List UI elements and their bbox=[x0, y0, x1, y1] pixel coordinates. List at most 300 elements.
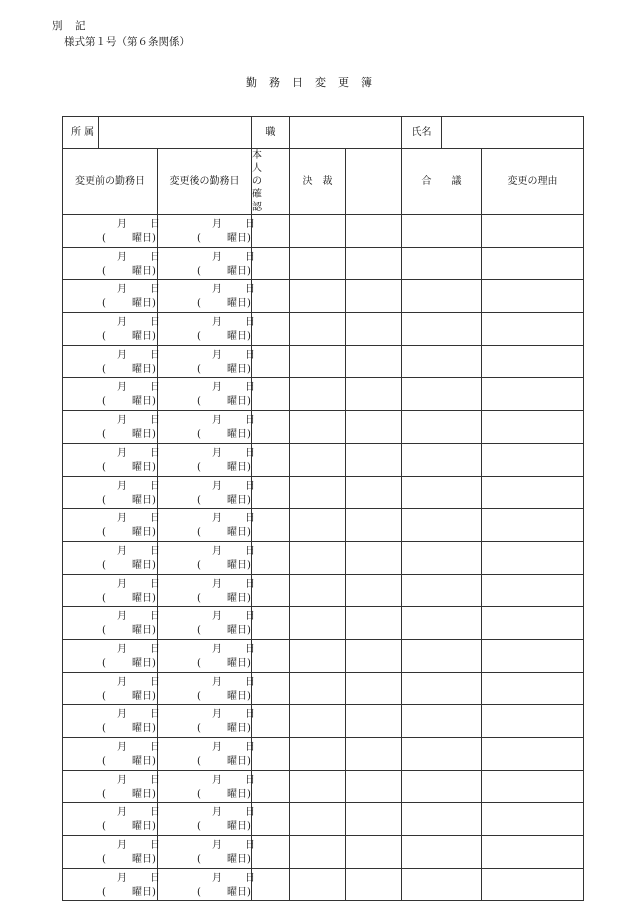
consultation-cell[interactable] bbox=[346, 672, 402, 705]
date-day-text: 日 bbox=[245, 643, 255, 655]
date-weekday-text: 曜日) bbox=[227, 854, 251, 866]
decision-cell[interactable] bbox=[290, 215, 346, 248]
decision-cell[interactable] bbox=[290, 509, 346, 542]
date-day-text: 日 bbox=[150, 284, 160, 296]
date-weekday-text: 曜日) bbox=[132, 821, 156, 833]
reason-cell[interactable] bbox=[482, 836, 584, 869]
confirmation-cell[interactable] bbox=[252, 574, 290, 607]
consultation-cell-2[interactable] bbox=[402, 803, 482, 836]
date-open-paren: ( bbox=[197, 298, 201, 310]
consultation-cell[interactable] bbox=[346, 836, 402, 869]
date-open-paren: ( bbox=[197, 690, 201, 702]
confirmation-cell[interactable] bbox=[252, 247, 290, 280]
page-title: 勤務日変更簿 bbox=[246, 76, 384, 89]
date-weekday-text: 曜日) bbox=[132, 559, 156, 571]
after-date-cell[interactable] bbox=[158, 607, 255, 640]
before-date-cell[interactable] bbox=[63, 215, 158, 248]
consultation-cell-2[interactable] bbox=[402, 247, 482, 280]
table-row bbox=[63, 738, 584, 771]
consultation-cell[interactable] bbox=[346, 541, 402, 574]
reason-cell[interactable] bbox=[482, 607, 584, 640]
reason-cell[interactable] bbox=[482, 803, 584, 836]
date-month-text: 月 bbox=[212, 709, 222, 721]
date-open-paren: ( bbox=[197, 494, 201, 506]
consultation-cell[interactable] bbox=[346, 770, 402, 803]
after-date-cell[interactable] bbox=[158, 313, 255, 346]
confirmation-cell[interactable] bbox=[252, 443, 290, 476]
table-row bbox=[63, 541, 584, 574]
before-date-cell[interactable] bbox=[63, 770, 158, 803]
table-row bbox=[63, 639, 584, 672]
before-date-cell[interactable] bbox=[63, 476, 158, 509]
consultation-cell-2[interactable] bbox=[402, 215, 482, 248]
consultation-header-a bbox=[346, 149, 402, 215]
date-open-paren: ( bbox=[102, 331, 106, 343]
date-open-paren: ( bbox=[102, 788, 106, 800]
date-weekday-text: 曜日) bbox=[132, 690, 156, 702]
date-day-text: 日 bbox=[245, 545, 255, 557]
reason-cell[interactable] bbox=[482, 215, 584, 248]
date-month-text: 月 bbox=[117, 480, 127, 492]
date-month-text: 月 bbox=[212, 317, 222, 329]
reason-cell[interactable] bbox=[482, 705, 584, 738]
confirmation-cell[interactable] bbox=[252, 868, 290, 901]
reason-cell[interactable] bbox=[482, 738, 584, 771]
date-day-text: 日 bbox=[150, 611, 160, 623]
date-month-text: 月 bbox=[212, 840, 222, 852]
date-open-paren: ( bbox=[197, 527, 201, 539]
consultation-cell-2[interactable] bbox=[402, 313, 482, 346]
date-month-text: 月 bbox=[117, 872, 127, 884]
date-month-text: 月 bbox=[212, 284, 222, 296]
after-date-cell[interactable] bbox=[158, 770, 255, 803]
consultation-cell-2[interactable] bbox=[402, 705, 482, 738]
date-weekday-text: 曜日) bbox=[132, 331, 156, 343]
affiliation-field[interactable] bbox=[99, 117, 252, 149]
decision-cell[interactable] bbox=[290, 378, 346, 411]
after-date-cell[interactable] bbox=[158, 705, 255, 738]
date-weekday-text: 曜日) bbox=[227, 265, 251, 277]
consultation-cell[interactable] bbox=[346, 738, 402, 771]
date-weekday-text: 曜日) bbox=[132, 657, 156, 669]
date-day-text: 日 bbox=[150, 578, 160, 590]
consultation-cell-2[interactable] bbox=[402, 541, 482, 574]
date-open-paren: ( bbox=[197, 756, 201, 767]
consultation-cell[interactable] bbox=[346, 705, 402, 738]
date-month-text: 月 bbox=[212, 643, 222, 655]
consultation-cell[interactable] bbox=[346, 280, 402, 313]
consultation-cell-2[interactable] bbox=[402, 476, 482, 509]
before-date-cell[interactable] bbox=[63, 411, 158, 444]
date-day-text: 日 bbox=[150, 545, 160, 557]
decision-cell[interactable] bbox=[290, 803, 346, 836]
confirmation-cell[interactable] bbox=[252, 803, 290, 836]
date-open-paren: ( bbox=[197, 788, 201, 800]
schedule-change-table bbox=[62, 116, 584, 901]
date-month-text: 月 bbox=[117, 251, 127, 263]
consultation-cell-2[interactable] bbox=[402, 672, 482, 705]
before-date-cell[interactable] bbox=[63, 639, 158, 672]
before-date-cell[interactable] bbox=[63, 378, 158, 411]
reason-cell[interactable] bbox=[482, 574, 584, 607]
after-date-cell[interactable] bbox=[158, 868, 255, 901]
date-day-text: 日 bbox=[150, 447, 160, 459]
consultation-cell-2[interactable] bbox=[402, 868, 482, 901]
date-open-paren: ( bbox=[102, 363, 106, 375]
consultation-cell-2[interactable] bbox=[402, 345, 482, 378]
date-weekday-text: 曜日) bbox=[132, 527, 156, 539]
consultation-cell[interactable] bbox=[346, 509, 402, 542]
confirmation-cell[interactable] bbox=[252, 345, 290, 378]
date-day-text: 日 bbox=[150, 480, 160, 492]
date-day-text: 日 bbox=[150, 709, 160, 721]
date-weekday-text: 曜日) bbox=[132, 461, 156, 473]
before-date-cell[interactable] bbox=[63, 607, 158, 640]
date-open-paren: ( bbox=[102, 265, 106, 277]
consultation-cell-2[interactable] bbox=[402, 770, 482, 803]
decision-cell[interactable] bbox=[290, 280, 346, 313]
decision-cell[interactable] bbox=[290, 836, 346, 869]
date-day-text: 日 bbox=[150, 676, 160, 688]
date-month-text: 月 bbox=[212, 807, 222, 819]
confirmation-cell[interactable] bbox=[252, 639, 290, 672]
date-weekday-text: 曜日) bbox=[132, 723, 156, 735]
confirmation-cell[interactable] bbox=[252, 836, 290, 869]
reason-cell[interactable] bbox=[482, 313, 584, 346]
reason-cell[interactable] bbox=[482, 378, 584, 411]
date-weekday-text: 曜日) bbox=[227, 331, 251, 343]
table-row bbox=[63, 378, 584, 411]
confirmation-cell[interactable] bbox=[252, 313, 290, 346]
after-date-cell[interactable] bbox=[158, 411, 255, 444]
table-row bbox=[63, 280, 584, 313]
date-weekday-text: 曜日) bbox=[227, 625, 251, 637]
after-date-cell[interactable] bbox=[158, 443, 255, 476]
date-weekday-text: 曜日) bbox=[132, 298, 156, 310]
date-open-paren: ( bbox=[102, 821, 106, 833]
date-weekday-text: 曜日) bbox=[132, 396, 156, 408]
reason-cell[interactable] bbox=[482, 476, 584, 509]
date-month-text: 月 bbox=[117, 447, 127, 459]
date-month-text: 月 bbox=[117, 840, 127, 852]
consultation-cell[interactable] bbox=[346, 803, 402, 836]
date-weekday-text: 曜日) bbox=[227, 886, 251, 898]
before-date-cell[interactable] bbox=[63, 836, 158, 869]
after-date-cell[interactable] bbox=[158, 836, 255, 869]
after-date-cell[interactable] bbox=[158, 803, 255, 836]
decision-cell[interactable] bbox=[290, 574, 346, 607]
confirmation-cell[interactable] bbox=[252, 607, 290, 640]
consultation-cell-2[interactable] bbox=[402, 836, 482, 869]
reason-cell[interactable] bbox=[482, 280, 584, 313]
consultation-cell[interactable] bbox=[346, 215, 402, 248]
date-month-text: 月 bbox=[212, 349, 222, 361]
date-day-text: 日 bbox=[150, 872, 160, 884]
date-weekday-text: 曜日) bbox=[227, 363, 251, 375]
reason-cell[interactable] bbox=[482, 443, 584, 476]
date-month-text: 月 bbox=[117, 513, 127, 525]
date-weekday-text: 曜日) bbox=[132, 265, 156, 277]
date-day-text: 日 bbox=[150, 774, 160, 786]
before-date-cell[interactable] bbox=[63, 509, 158, 542]
date-open-paren: ( bbox=[197, 233, 201, 244]
consultation-cell[interactable] bbox=[346, 868, 402, 901]
table-row bbox=[63, 672, 584, 705]
reason-cell[interactable] bbox=[482, 639, 584, 672]
date-day-text: 日 bbox=[245, 578, 255, 590]
date-day-text: 日 bbox=[245, 317, 255, 329]
confirmation-cell[interactable] bbox=[252, 738, 290, 771]
date-month-text: 月 bbox=[117, 643, 127, 655]
before-date-cell[interactable] bbox=[63, 247, 158, 280]
before-date-cell[interactable] bbox=[63, 313, 158, 346]
consultation-cell[interactable] bbox=[346, 443, 402, 476]
date-month-text: 月 bbox=[212, 611, 222, 623]
confirmation-cell[interactable] bbox=[252, 476, 290, 509]
date-weekday-text: 曜日) bbox=[227, 657, 251, 669]
after-date-cell[interactable] bbox=[158, 378, 255, 411]
after-date-cell[interactable] bbox=[158, 215, 255, 248]
position-field[interactable] bbox=[290, 117, 402, 149]
date-open-paren: ( bbox=[102, 625, 106, 637]
confirmation-cell[interactable] bbox=[252, 411, 290, 444]
after-date-cell[interactable] bbox=[158, 280, 255, 313]
before-date-cell[interactable] bbox=[63, 541, 158, 574]
name-field[interactable] bbox=[442, 117, 584, 149]
date-month-text: 月 bbox=[117, 611, 127, 623]
after-date-cell[interactable] bbox=[158, 672, 255, 705]
date-month-text: 月 bbox=[212, 415, 222, 427]
date-open-paren: ( bbox=[102, 756, 106, 767]
decision-cell[interactable] bbox=[290, 639, 346, 672]
table-row bbox=[63, 509, 584, 542]
date-month-text: 月 bbox=[117, 219, 127, 230]
date-weekday-text: 曜日) bbox=[132, 429, 156, 441]
after-date-cell[interactable] bbox=[158, 574, 255, 607]
table-row bbox=[63, 770, 584, 803]
reason-header: 変更の理由 bbox=[482, 149, 584, 215]
date-day-text: 日 bbox=[150, 513, 160, 525]
reason-cell[interactable] bbox=[482, 770, 584, 803]
decision-cell[interactable] bbox=[290, 411, 346, 444]
date-open-paren: ( bbox=[102, 886, 106, 898]
before-date-cell[interactable] bbox=[63, 443, 158, 476]
decision-cell[interactable] bbox=[290, 345, 346, 378]
after-date-cell[interactable] bbox=[158, 345, 255, 378]
consultation-cell[interactable] bbox=[346, 345, 402, 378]
date-weekday-text: 曜日) bbox=[227, 559, 251, 571]
consultation-cell-2[interactable] bbox=[402, 280, 482, 313]
before-date-cell[interactable] bbox=[63, 345, 158, 378]
date-open-paren: ( bbox=[102, 723, 106, 735]
date-month-text: 月 bbox=[212, 872, 222, 884]
confirmation-cell[interactable] bbox=[252, 378, 290, 411]
consultation-cell-2[interactable] bbox=[402, 738, 482, 771]
consultation-cell-2[interactable] bbox=[402, 639, 482, 672]
before-date-cell[interactable] bbox=[63, 280, 158, 313]
confirmation-cell[interactable] bbox=[252, 705, 290, 738]
decision-cell[interactable] bbox=[290, 313, 346, 346]
reason-cell[interactable] bbox=[482, 345, 584, 378]
date-open-paren: ( bbox=[102, 233, 106, 244]
after-date-header: 変更後の勤務日 bbox=[158, 149, 252, 215]
reason-cell[interactable] bbox=[482, 868, 584, 901]
date-open-paren: ( bbox=[102, 494, 106, 506]
date-day-text: 日 bbox=[245, 415, 255, 427]
reason-cell[interactable] bbox=[482, 541, 584, 574]
confirmation-cell[interactable] bbox=[252, 215, 290, 248]
decision-cell[interactable] bbox=[290, 247, 346, 280]
date-weekday-text: 曜日) bbox=[227, 690, 251, 702]
confirmation-cell[interactable] bbox=[252, 770, 290, 803]
before-date-cell[interactable] bbox=[63, 868, 158, 901]
consultation-cell[interactable] bbox=[346, 476, 402, 509]
consultation-cell[interactable] bbox=[346, 411, 402, 444]
date-day-text: 日 bbox=[245, 513, 255, 525]
date-day-text: 日 bbox=[245, 742, 255, 753]
table-row bbox=[63, 868, 584, 901]
date-weekday-text: 曜日) bbox=[227, 527, 251, 539]
decision-cell[interactable] bbox=[290, 607, 346, 640]
date-day-text: 日 bbox=[245, 872, 255, 884]
consultation-header: 合 議 bbox=[402, 149, 482, 215]
before-date-cell[interactable] bbox=[63, 705, 158, 738]
consultation-cell-2[interactable] bbox=[402, 443, 482, 476]
date-day-text: 日 bbox=[150, 382, 160, 394]
reason-cell[interactable] bbox=[482, 672, 584, 705]
table-row bbox=[63, 313, 584, 346]
table-row bbox=[63, 345, 584, 378]
date-weekday-text: 曜日) bbox=[132, 886, 156, 898]
date-day-text: 日 bbox=[245, 284, 255, 296]
reason-cell[interactable] bbox=[482, 247, 584, 280]
decision-cell[interactable] bbox=[290, 443, 346, 476]
consultation-cell[interactable] bbox=[346, 574, 402, 607]
date-open-paren: ( bbox=[102, 429, 106, 441]
date-open-paren: ( bbox=[102, 527, 106, 539]
consultation-cell[interactable] bbox=[346, 639, 402, 672]
date-open-paren: ( bbox=[102, 461, 106, 473]
reason-cell[interactable] bbox=[482, 509, 584, 542]
date-day-text: 日 bbox=[245, 251, 255, 263]
date-open-paren: ( bbox=[102, 854, 106, 866]
date-day-text: 日 bbox=[245, 807, 255, 819]
date-weekday-text: 曜日) bbox=[227, 461, 251, 473]
consultation-cell-2[interactable] bbox=[402, 574, 482, 607]
appendix-label: 別 記 bbox=[52, 20, 87, 32]
affiliation-label: 所 属 bbox=[63, 117, 99, 149]
date-weekday-text: 曜日) bbox=[227, 494, 251, 506]
date-day-text: 日 bbox=[150, 643, 160, 655]
after-date-cell[interactable] bbox=[158, 541, 255, 574]
position-label: 職 bbox=[252, 117, 290, 149]
decision-cell[interactable] bbox=[290, 476, 346, 509]
date-day-text: 日 bbox=[150, 840, 160, 852]
consultation-cell[interactable] bbox=[346, 247, 402, 280]
date-month-text: 月 bbox=[212, 545, 222, 557]
date-weekday-text: 曜日) bbox=[227, 723, 251, 735]
decision-cell[interactable] bbox=[290, 705, 346, 738]
after-date-cell[interactable] bbox=[158, 476, 255, 509]
confirmation-cell[interactable] bbox=[252, 280, 290, 313]
date-day-text: 日 bbox=[245, 840, 255, 852]
date-month-text: 月 bbox=[117, 578, 127, 590]
consultation-cell-2[interactable] bbox=[402, 378, 482, 411]
info-row bbox=[63, 117, 584, 149]
consultation-cell[interactable] bbox=[346, 378, 402, 411]
date-month-text: 月 bbox=[117, 382, 127, 394]
date-month-text: 月 bbox=[117, 317, 127, 329]
date-month-text: 月 bbox=[117, 284, 127, 296]
consultation-cell[interactable] bbox=[346, 313, 402, 346]
consultation-cell-2[interactable] bbox=[402, 509, 482, 542]
after-date-cell[interactable] bbox=[158, 509, 255, 542]
date-day-text: 日 bbox=[245, 447, 255, 459]
date-weekday-text: 曜日) bbox=[227, 788, 251, 800]
consultation-cell-2[interactable] bbox=[402, 607, 482, 640]
consultation-cell[interactable] bbox=[346, 607, 402, 640]
after-date-cell[interactable] bbox=[158, 738, 255, 771]
date-month-text: 月 bbox=[117, 742, 127, 753]
date-month-text: 月 bbox=[117, 415, 127, 427]
decision-cell[interactable] bbox=[290, 672, 346, 705]
date-day-text: 日 bbox=[245, 349, 255, 361]
consultation-cell-2[interactable] bbox=[402, 411, 482, 444]
after-date-cell[interactable] bbox=[158, 639, 255, 672]
date-open-paren: ( bbox=[197, 331, 201, 343]
confirmation-cell[interactable] bbox=[252, 509, 290, 542]
confirmation-header-line2: 確 認 bbox=[252, 189, 294, 213]
confirmation-cell[interactable] bbox=[252, 541, 290, 574]
date-month-text: 月 bbox=[212, 742, 222, 753]
date-day-text: 日 bbox=[150, 807, 160, 819]
decision-cell[interactable] bbox=[290, 738, 346, 771]
before-date-cell[interactable] bbox=[63, 803, 158, 836]
date-open-paren: ( bbox=[102, 690, 106, 702]
date-weekday-text: 曜日) bbox=[132, 363, 156, 375]
decision-cell[interactable] bbox=[290, 770, 346, 803]
reason-cell[interactable] bbox=[482, 411, 584, 444]
date-weekday-text: 曜日) bbox=[227, 821, 251, 833]
table-row bbox=[63, 705, 584, 738]
before-date-cell[interactable] bbox=[63, 574, 158, 607]
date-month-text: 月 bbox=[212, 251, 222, 263]
table-row bbox=[63, 574, 584, 607]
decision-cell[interactable] bbox=[290, 868, 346, 901]
date-weekday-text: 曜日) bbox=[227, 233, 251, 244]
before-date-cell[interactable] bbox=[63, 738, 158, 771]
date-open-paren: ( bbox=[197, 854, 201, 866]
column-header-row bbox=[63, 149, 584, 215]
date-weekday-text: 曜日) bbox=[227, 756, 251, 767]
date-open-paren: ( bbox=[197, 363, 201, 375]
table-row bbox=[63, 411, 584, 444]
confirmation-header bbox=[252, 149, 294, 215]
date-open-paren: ( bbox=[197, 886, 201, 898]
table-row bbox=[63, 607, 584, 640]
date-weekday-text: 曜日) bbox=[227, 298, 251, 310]
date-month-text: 月 bbox=[212, 480, 222, 492]
after-date-cell[interactable] bbox=[158, 247, 255, 280]
name-label: 氏名 bbox=[402, 117, 442, 149]
date-weekday-text: 曜日) bbox=[132, 592, 156, 604]
date-open-paren: ( bbox=[197, 429, 201, 441]
date-weekday-text: 曜日) bbox=[227, 592, 251, 604]
decision-cell[interactable] bbox=[290, 541, 346, 574]
confirmation-cell[interactable] bbox=[252, 672, 290, 705]
before-date-cell[interactable] bbox=[63, 672, 158, 705]
date-open-paren: ( bbox=[102, 298, 106, 310]
